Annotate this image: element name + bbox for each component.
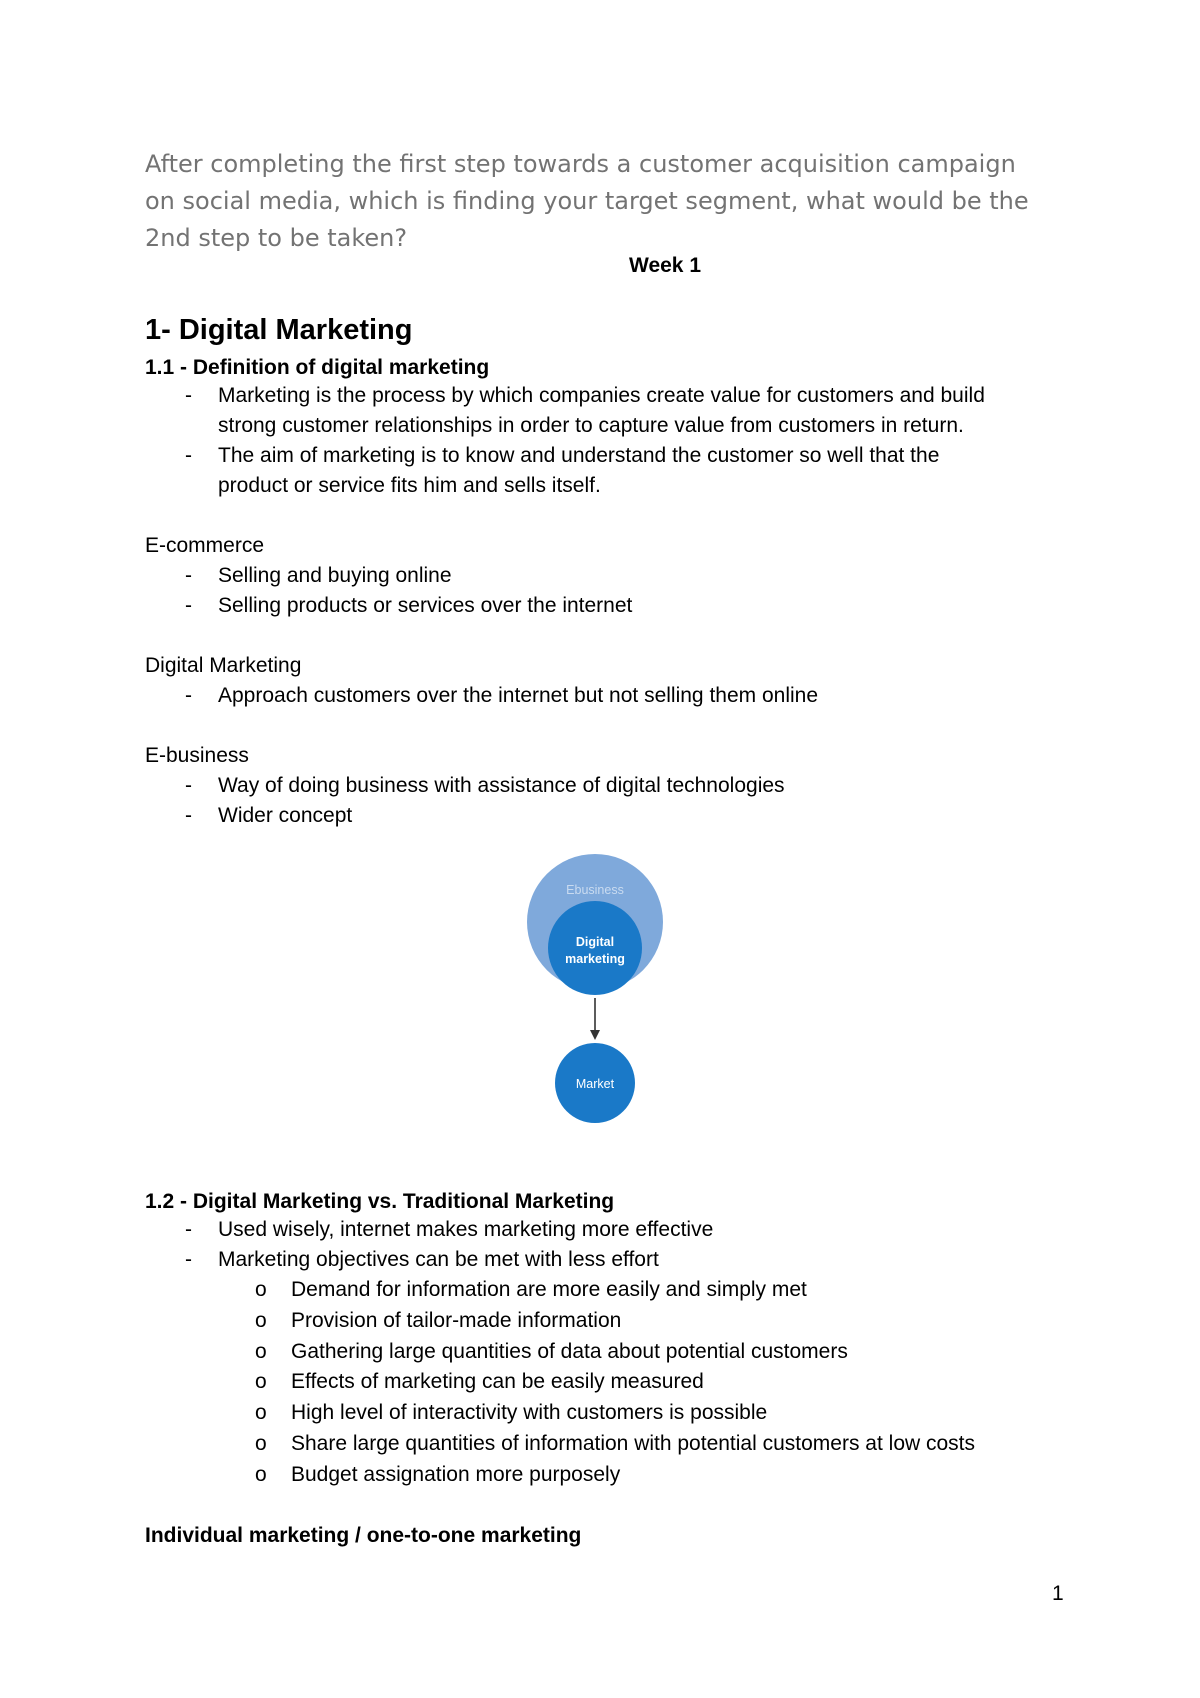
ebusiness-label: E-business	[145, 744, 249, 767]
document-page	[145, 0, 1065, 1698]
ecommerce-label: E-commerce	[145, 534, 265, 557]
list-item: - Approach customers over the internet but not selling them online	[145, 681, 818, 711]
list-item: - The aim of marketing is to know and understand the customer so well that the	[145, 441, 985, 471]
page-number: 1	[1052, 1582, 1064, 1605]
sublist-item: o Budget assignation more purposely	[145, 1460, 975, 1491]
arrow-head-icon	[590, 1030, 600, 1040]
digital-marketing-label: Digital	[575, 935, 615, 949]
week-heading: Week 1	[629, 254, 701, 277]
sublist-item: o Share large quantities of information with potential customers at low costs	[145, 1429, 975, 1460]
list-item: - Wider concept	[145, 801, 785, 831]
list-item: - Selling products or services over the internet	[145, 591, 632, 621]
list-item: - Marketing is the process by which companies create value for customers and build	[145, 381, 985, 411]
prompt-line: 2nd step to be taken?	[145, 224, 408, 252]
list-item-continuation: strong customer relationships in order to capture value from customers in return.	[218, 414, 964, 437]
ebusiness-diagram	[520, 850, 670, 1130]
sublist-item: o Effects of marketing can be easily measured	[145, 1367, 975, 1398]
subsection-heading: 1.2 - Digital Marketing vs. Traditional Marketing	[145, 1190, 615, 1213]
sublist-item: o Demand for information are more easily and simply met	[145, 1275, 975, 1306]
digital-marketing-label: marketing	[565, 952, 625, 966]
digital-marketing-list	[145, 681, 818, 711]
prompt-line: on social media, which is finding your target segment, what would be the	[145, 187, 1029, 215]
subsection-heading: 1.1 - Definition of digital marketing	[145, 356, 490, 379]
comparison-list	[145, 1215, 713, 1275]
sublist-item: o High level of interactivity with customers is possible	[145, 1398, 975, 1429]
market-label: Market	[575, 1077, 615, 1091]
sublist-item: o Provision of tailor-made information	[145, 1306, 975, 1337]
list-item: - Selling and buying online	[145, 561, 632, 591]
section-title: 1- Digital Marketing	[145, 314, 413, 346]
sublist-item: o Gathering large quantities of data about potential customers	[145, 1337, 975, 1368]
digital-marketing-label: Digital Marketing	[145, 654, 302, 677]
list-item-continuation: product or service fits him and sells itself.	[218, 474, 601, 497]
list-item: - Used wisely, internet makes marketing more effective	[145, 1215, 713, 1245]
ecommerce-list	[145, 561, 632, 621]
list-item: - Marketing objectives can be met with less effort	[145, 1245, 713, 1275]
benefits-sublist	[145, 1275, 975, 1491]
definition-list	[145, 381, 985, 501]
ebusiness-list	[145, 771, 785, 831]
ebusiness-label: Ebusiness	[566, 883, 624, 897]
individual-marketing-heading: Individual marketing / one-to-one marketing	[145, 1524, 582, 1547]
prompt-line: After completing the first step towards a customer acquisition campaign	[145, 150, 1016, 178]
list-item: - Way of doing business with assistance of digital technologies	[145, 771, 785, 801]
question-prompt	[145, 146, 1065, 257]
